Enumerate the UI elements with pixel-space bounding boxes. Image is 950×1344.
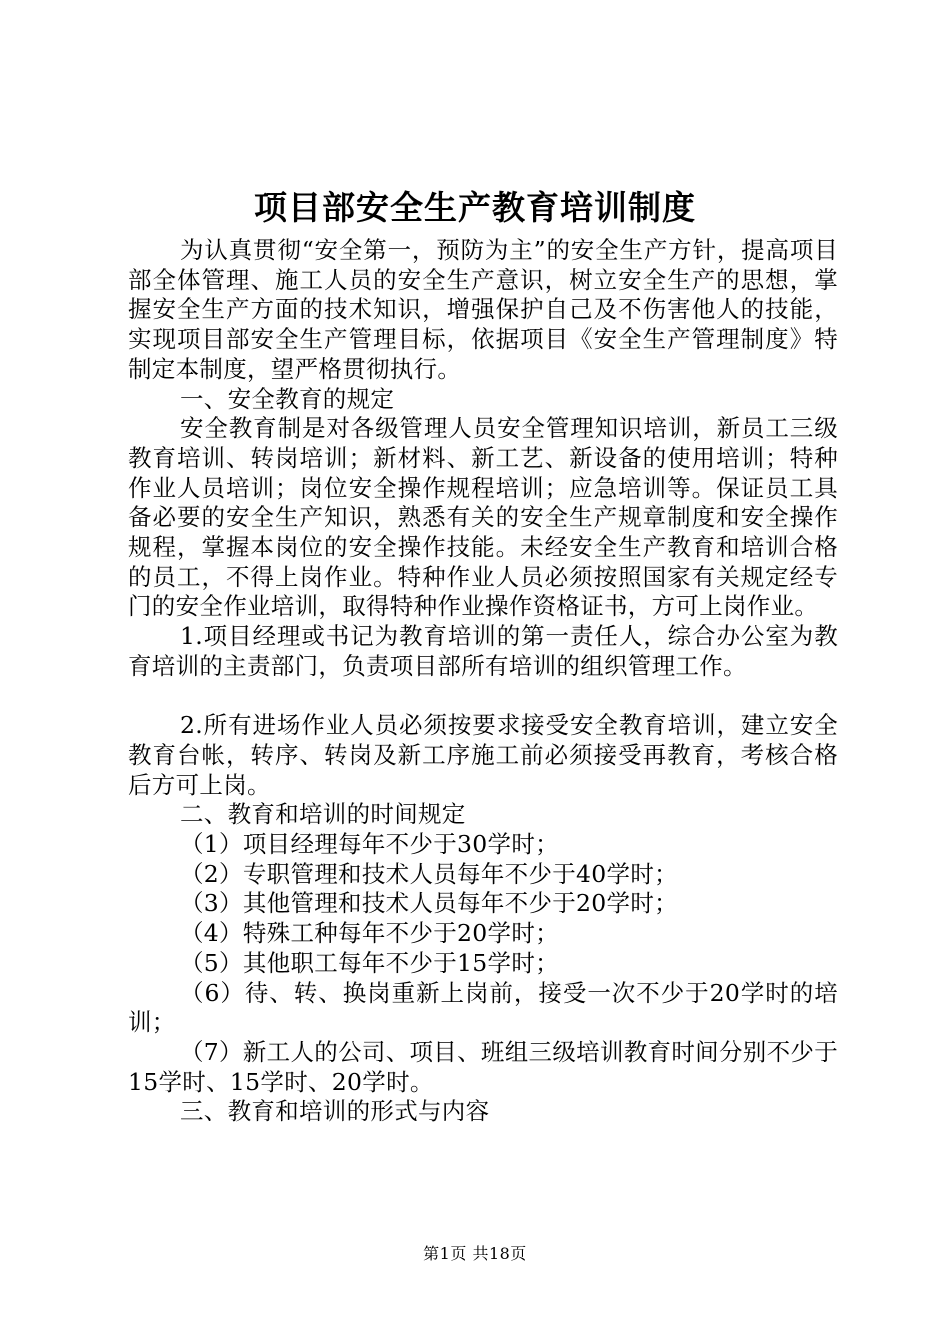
time-rule-item: （5）其他职工每年不少于15学时； <box>180 948 559 977</box>
section-1-item-2: 2.所有进场作业人员必须按要求接受安全教育培训，建立安全教育台帐，转序、转岗及新工序施工前必须接受再教育，考核合格后方可上岗。 <box>128 711 838 799</box>
time-rule-item: （3）其他管理和技术人员每年不少于20学时； <box>180 889 678 918</box>
time-rule-item: （2）专职管理和技术人员每年不少于40学时； <box>180 859 678 888</box>
time-rule-item: （4）特殊工种每年不少于20学时； <box>180 919 559 948</box>
section-1-item-1: 1.项目经理或书记为教育培训的第一责任人，综合办公室为教育培训的主责部门，负责项目部所有培训的组织管理工作。 <box>128 622 838 680</box>
page-footer: 第1页 共18页 <box>423 1244 527 1263</box>
document-body <box>128 236 838 1127</box>
section-heading-2: 二、教育和培训的时间规定 <box>180 800 466 829</box>
section-heading-1: 一、安全教育的规定 <box>180 384 395 413</box>
time-rule-item: （1）项目经理每年不少于30学时； <box>180 830 559 859</box>
intro-paragraph: 为认真贯彻“安全第一，预防为主”的安全生产方针，提高项目部全体管理、施工人员的安全生产意识，树立安全生产的思想，掌握安全生产方面的技术知识，增强保护自己及不伤害他人的技能，实现项目部安全生产管理目标，依据项目《安全生产管理制度》特制定本制度，望严格贯彻执行。 <box>128 236 838 383</box>
time-rule-item: （6）待、转、换岗重新上岗前，接受一次不少于20学时的培训； <box>128 978 838 1037</box>
time-rule-item: （7）新工人的公司、项目、班组三级培训教育时间分别不少于15学时、15学时、20学时。 <box>128 1037 838 1096</box>
document-title: 项目部安全生产教育培训制度 <box>254 188 696 227</box>
section-1-paragraph: 安全教育制是对各级管理人员安全管理知识培训，新员工三级教育培训、转岗培训；新材料、新工艺、新设备的使用培训；特种作业人员培训；岗位安全操作规程培训；应急培训等。保证员工具备必要的安全生产知识，熟悉有关的安全生产规章制度和安全操作规程，掌握本岗位的安全操作技能。未经安全生产教育和培训合格的员工，不得上岗作业。特种作业人员必须按照国家有关规定经专门的安全作业培训，取得特种作业操作资格证书，方可上岗作业。 <box>128 414 838 621</box>
section-heading-3: 三、教育和培训的形式与内容 <box>180 1097 490 1126</box>
